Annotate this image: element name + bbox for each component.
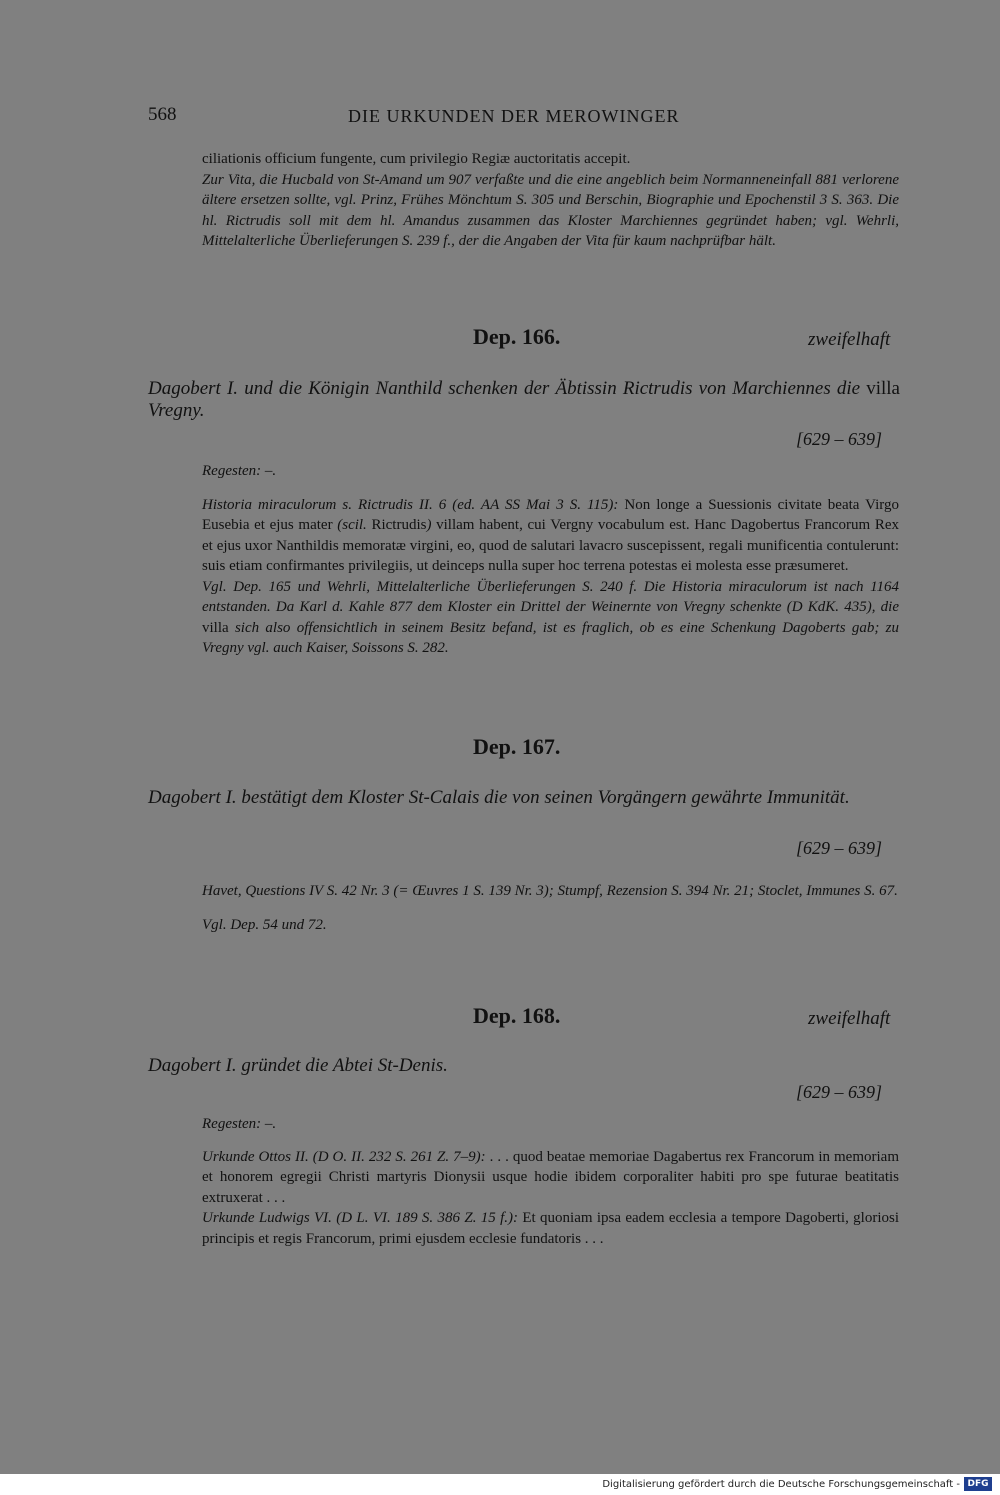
dep-168-regesten: Regesten: –. (202, 1116, 277, 1132)
summary-text: Dagobert I. und die Königin Nanthild schenken der Äbtissin Rictrudis von Marchiennes die (148, 378, 867, 399)
note-villa: villa (202, 619, 229, 636)
source-scil: (scil. (337, 517, 367, 533)
dep-167-refs: Havet, Questions IV S. 42 Nr. 3 (= Œuvres 1 S. 139 Nr. 3); Stumpf, Rezension S. 394 Nr. 21; Stoclet, Immunes S. 67. (202, 883, 898, 899)
source-close: ) (426, 517, 432, 533)
source-text-2: Rictrudis (366, 517, 427, 533)
source-2-text: Et quoniam ipsa eadem ecclesia a tempore Dagoberti, gloriosi principis et regis Francorum, primi ejusdem ecclesie fundatoris . . . (202, 1210, 900, 1247)
dep-168-status: zweifelhaft (808, 1008, 891, 1029)
dep-166-note (202, 577, 899, 659)
top-continuation (202, 149, 899, 252)
continuation-line: ciliationis officium fungente, cum privilegio Regiæ auctoritatis accepit. (202, 151, 631, 167)
source-label: Historia miraculorum s. Rictrudis II. 6 (ed. AA SS Mai 3 S. 115): (202, 496, 619, 513)
summary-villa: villa (866, 378, 900, 399)
dep-168-summary: Dagobert I. gründet die Abtei St-Denis. (148, 1055, 448, 1076)
source-2-label: Urkunde Ludwigs VI. (D L. VI. 189 S. 386 Z. 15 f.): (202, 1210, 519, 1226)
dep-167-date: [629 – 639] (796, 838, 883, 858)
note-text-end: sich also offensichtlich in seinem Besitz befand, ist es fraglich, ob es eine Schenkung Dagoberts gab; zu Vregny vgl. auch Kaiser, Soissons S. 282. (202, 619, 899, 656)
dep-168-source-1 (202, 1147, 899, 1209)
footer-bar (0, 1474, 1000, 1495)
dep-166-title: Dep. 166. (473, 324, 561, 349)
source-1-text: . . . quod beatae memoriae Dagabertus rex Francorum in memoriam et honorem egregii Christi martyris Dionysii usque hodie ibidem corporaliter habiti pro spe futurae beatitatis extruxerat . . . (202, 1148, 899, 1206)
footer-text: Digitalisierung gefördert durch die Deutsche Forschungsgemeinschaft - (602, 1479, 960, 1490)
dep-166-regesten: Regesten: –. (202, 463, 277, 479)
dep-168-title: Dep. 168. (473, 1003, 561, 1028)
summary-text-end: Vregny. (148, 400, 205, 421)
note-text: Vgl. Dep. 165 und Wehrli, Mittelalterliche Überlieferungen S. 240 f. Die Historia miraculorum ist nach 1164 entstanden. Da Karl d. Kahle 877 dem Kloster ein Drittel der Weinernte von Vregny schenkte (D KdK. 435), die (202, 578, 899, 615)
dep-168-date: [629 – 639] (796, 1082, 883, 1102)
dep-167-vgl: Vgl. Dep. 54 und 72. (202, 916, 327, 933)
source-text: Non longe a Suessionis civitate beata Virgo Eusebia et ejus mater (202, 496, 900, 533)
dep-167-body (202, 881, 899, 935)
source-text-3: villam habent, cui Vergny vocabulum est. Hanc Dagobertus Francorum Rex et ejus uxor Nanthildis memoratæ virgini, eo, quod de salutari lavacro suscepissent, regali munificentia contulerunt: suis etiam confirmantes privilegiis, ut deinceps nulla super hoc terrena potestas ei molesta esse præsumeret. (202, 517, 899, 574)
dep-167-summary: Dagobert I. bestätigt dem Kloster St-Calais die von seinen Vorgängern gewährte Immunität. (148, 787, 850, 808)
running-head-title: DIE URKUNDEN DER MEROWINGER (348, 106, 680, 126)
dep-166-date: [629 – 639] (796, 429, 883, 449)
dep-168-source-2 (202, 1208, 899, 1249)
vita-note: Zur Vita, die Hucbald von St-Amand um 907 verfaßte und die eine angeblich beim Normanneneinfall 881 verlorene ältere ersetzen sollte, vgl. Prinz, Frühes Mönchtum S. 305 und Berschin, Biographie und Epochenstil 3 S. 363. Die hl. Rictrudis soll mit dem hl. Amandus zusammen das Kloster Marchiennes gegründet haben; vgl. Wehrli, Mittelalterliche Überlieferungen S. 239 f., der die Angaben der Vita für kaum nachprüfbar hält. (202, 171, 899, 249)
dep-167-title: Dep. 167. (473, 734, 561, 759)
dep-166-status: zweifelhaft (808, 329, 891, 350)
dfg-logo-icon: DFG (964, 1477, 992, 1491)
dep-168-body (202, 1114, 899, 1249)
source-1-label: Urkunde Ottos II. (D O. II. 232 S. 261 Z. 7–9): (202, 1148, 486, 1165)
dep-166-source (202, 495, 899, 577)
page-number: 568 (148, 104, 177, 125)
dep-166-body (202, 461, 899, 659)
dep-166-summary (148, 378, 900, 422)
